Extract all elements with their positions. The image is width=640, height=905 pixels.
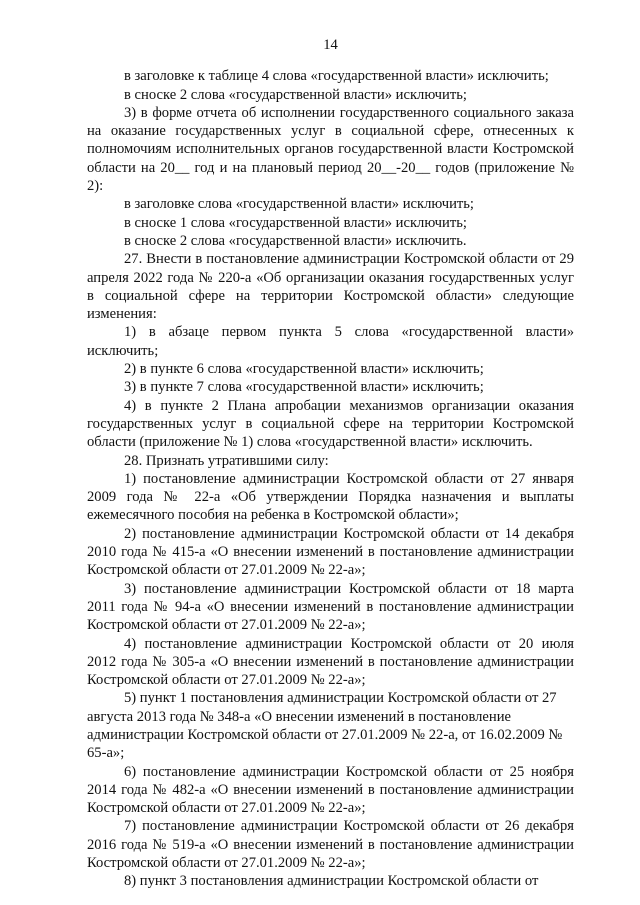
page-number: 14	[323, 37, 338, 53]
paragraph: в заголовке к таблице 4 слова «государственной власти» исключить;	[124, 68, 549, 85]
paragraph: 7) постановление администрации Костромской области от 26 декабря 2016 года № 519-а «О внесении изменений в постановление администрации Костромской области от 27.01.2009 № 22-а»;	[87, 818, 574, 872]
paragraph: 27. Внести в постановление администрации Костромской области от 29 апреля 2022 года № 220-а «Об организации оказания государственных услуг в социальной сфере на территории Костромской области» следующие изменения:	[87, 251, 574, 323]
paragraph: в сноске 2 слова «государственной власти» исключить.	[124, 232, 467, 249]
paragraph: 3) постановление администрации Костромской области от 18 марта 2011 года № 94-а «О внесении изменений в постановление администрации Костромской области от 27.01.2009 № 22-а»;	[87, 580, 574, 634]
paragraph: 28. Признать утратившими силу:	[124, 452, 329, 469]
paragraph: 4) постановление администрации Костромской области от 20 июля 2012 года № 305-а «О внесении изменений в постановление администрации Костромской области от 27.01.2009 № 22-а»;	[87, 635, 574, 689]
paragraph: в заголовке слова «государственной власти» исключить;	[124, 196, 474, 213]
paragraph: 1) постановление администрации Костромской области от 27 января 2009 года № 22-а «Об утверждении Порядка назначения и выплаты ежемесячного пособия на ребенка в Костромской области»;	[87, 470, 574, 524]
paragraph: 3) в форме отчета об исполнении государственного социального заказа на оказание государственных услуг в социальной сфере, отнесенных к полномочиям исполнительных органов государственной власти Костромской области на 20__ год и на плановый период 20__-20__ годов (приложение № 2):	[87, 104, 574, 195]
paragraph: 1) в абзаце первом пункта 5 слова «государственной власти» исключить;	[87, 324, 574, 359]
paragraph: 5) пункт 1 постановления администрации Костромской области от 27 августа 2013 года № 348-а «О внесении изменений в постановление администрации Костромской области от 27.01.2009 № 22-а, от 16.02.2009 № 65-а»;	[87, 690, 563, 762]
paragraph: 6) постановление администрации Костромской области от 25 ноября 2014 года № 482-а «О внесении изменений в постановление администрации Костромской области от 27.01.2009 № 22-а»;	[87, 763, 574, 817]
paragraph: 4) в пункте 2 Плана апробации механизмов организации оказания государственных услуг в социальной сфере на территории Костромской области (приложение № 1) слова «государственной власти» исключить.	[87, 397, 574, 451]
paragraph: 2) в пункте 6 слова «государственной власти» исключить;	[124, 361, 484, 378]
paragraph: 2) постановление администрации Костромской области от 14 декабря 2010 года № 415-а «О внесении изменений в постановление администрации Костромской области от 27.01.2009 № 22-а»;	[87, 525, 574, 579]
paragraph: 3) в пункте 7 слова «государственной власти» исключить;	[124, 379, 484, 396]
paragraph: в сноске 2 слова «государственной власти» исключить;	[124, 86, 467, 103]
paragraph: 8) пункт 3 постановления администрации Костромской области от	[124, 873, 539, 890]
paragraph: в сноске 1 слова «государственной власти» исключить;	[124, 214, 467, 231]
